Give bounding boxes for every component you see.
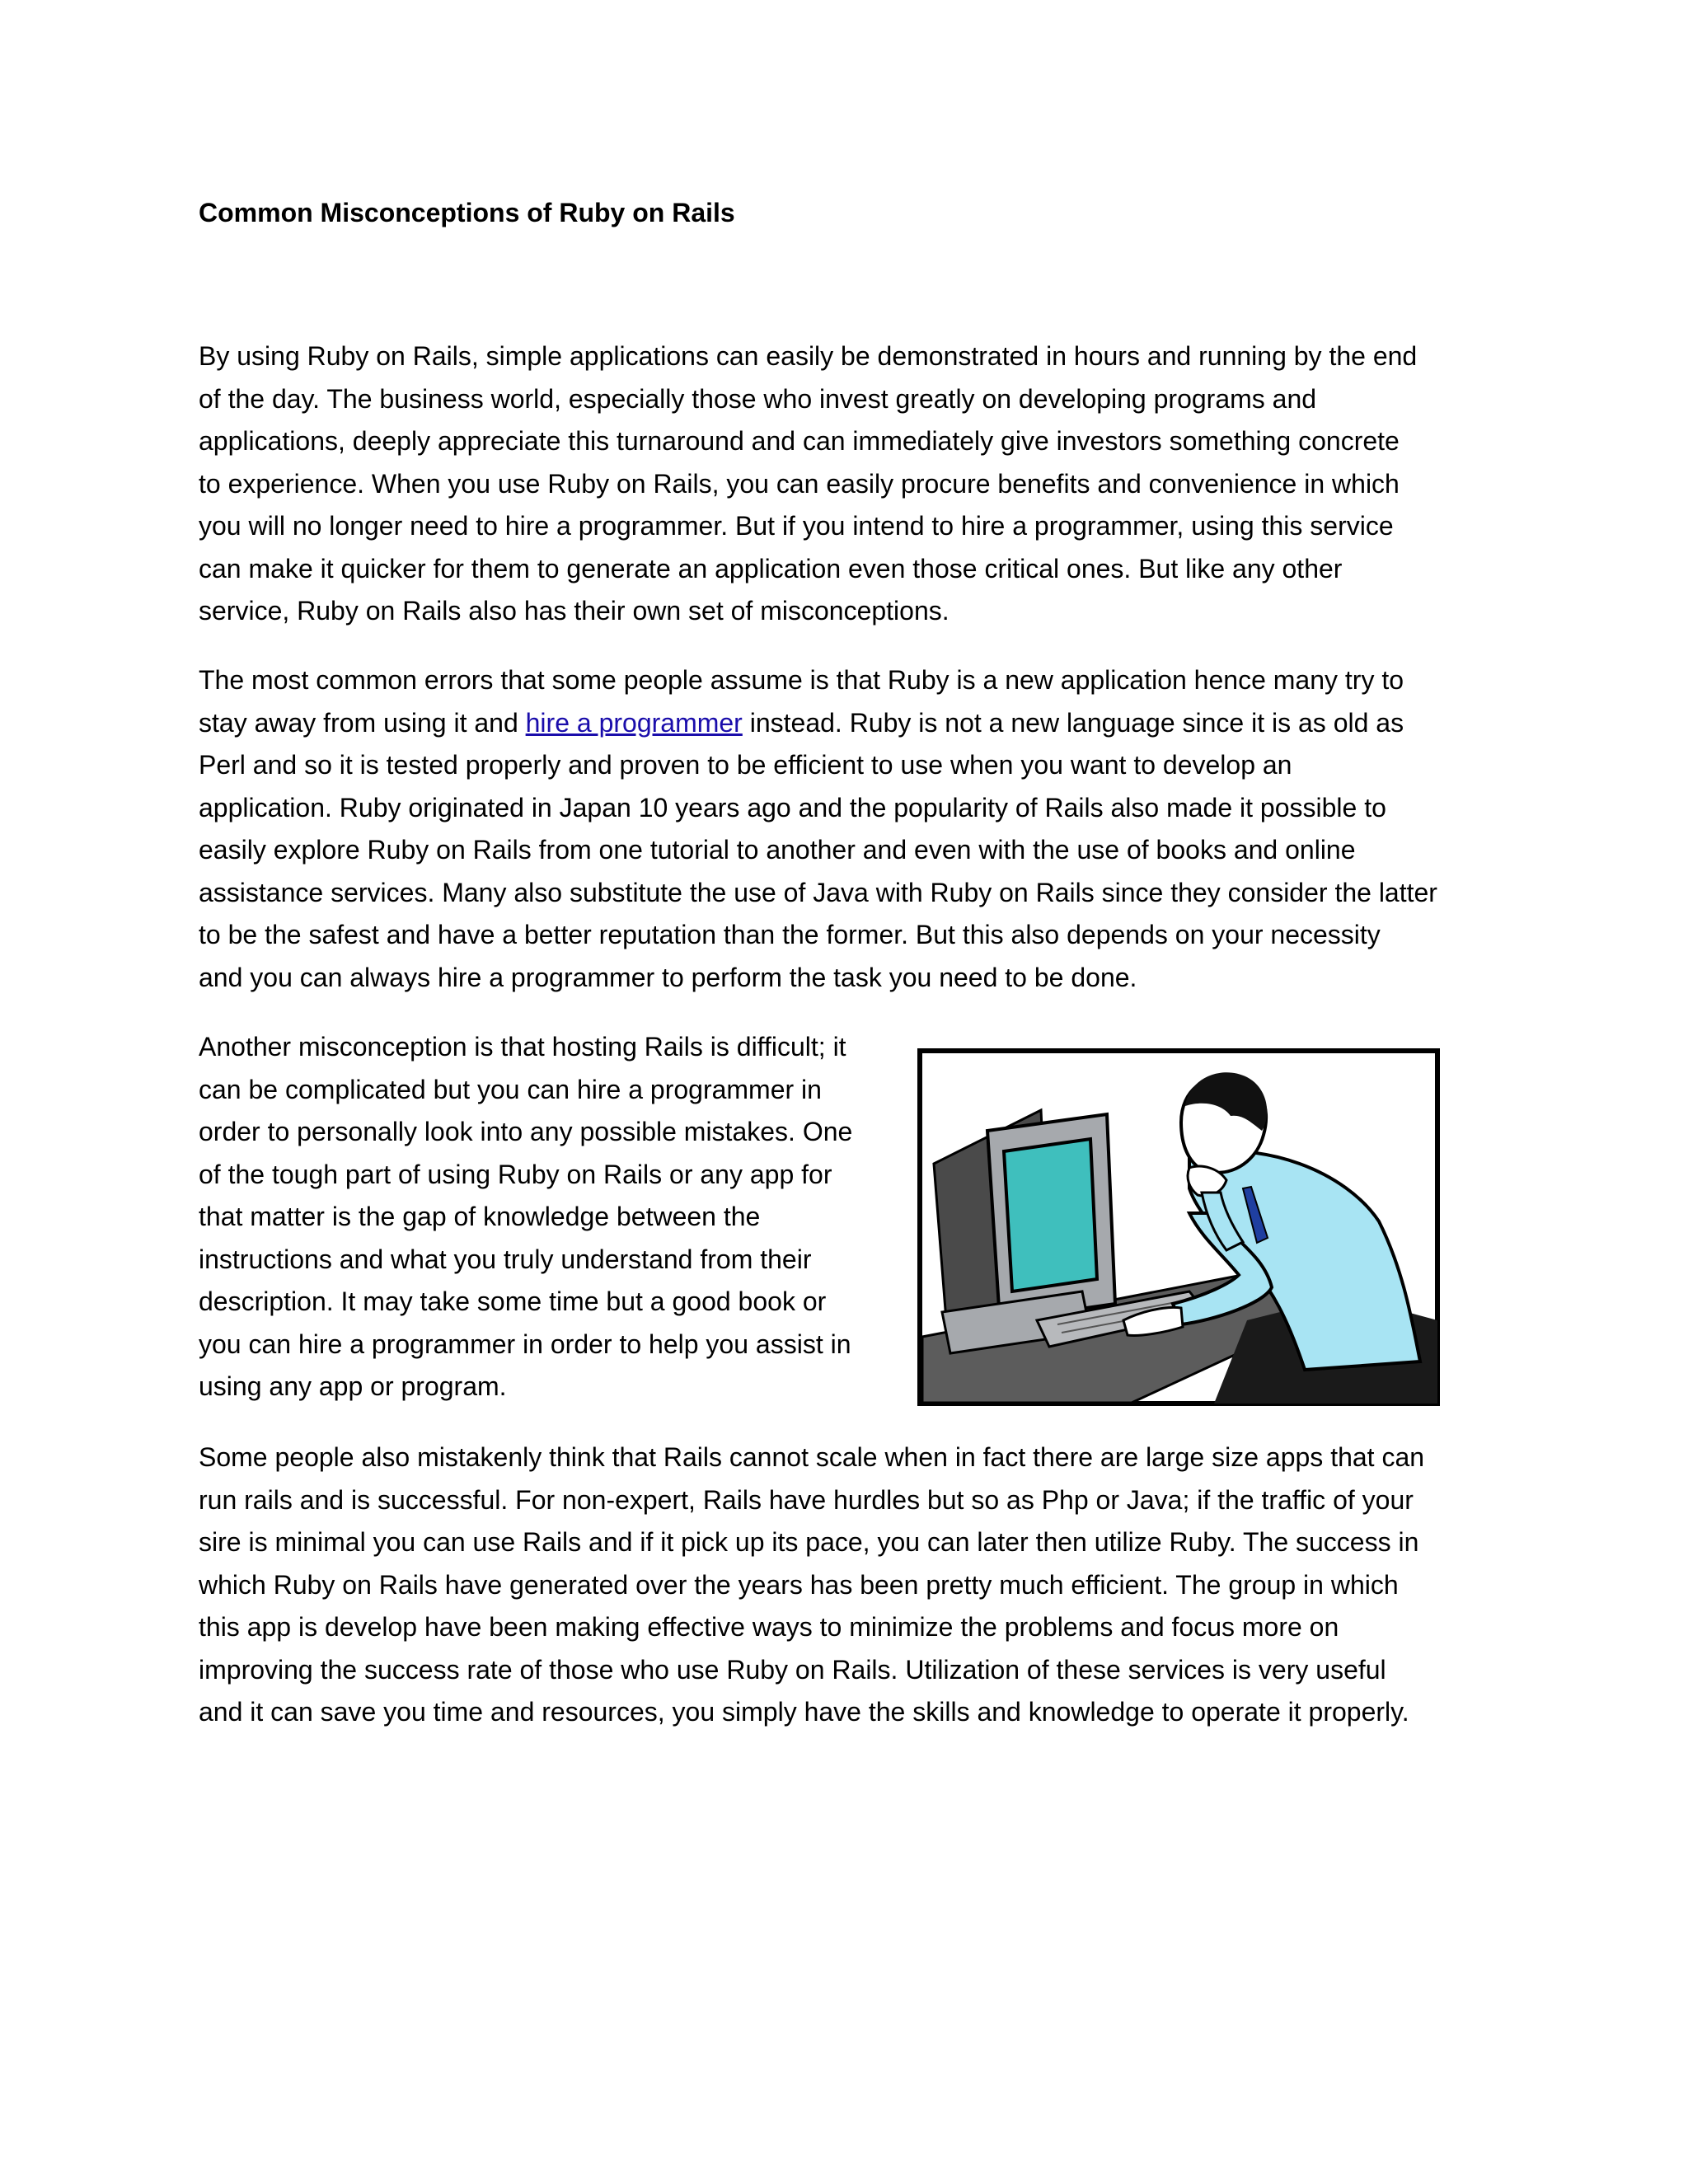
hire-a-programmer-link[interactable]: hire a programmer: [525, 707, 743, 738]
line-text-before-link: stay away from using it and: [199, 707, 526, 738]
paragraph-line: service, Ruby on Rails also has their own set of misconceptions.: [199, 596, 950, 626]
paragraph-line: application. Ruby originated in Japan 10 years ago and the popularity of Rails also made it possible to: [199, 792, 1386, 823]
paragraph-line: instructions and what you truly understand from their: [199, 1244, 812, 1274]
paragraph-line: you will no longer need to hire a programmer. But if you intend to hire a programmer, using this service: [199, 511, 1394, 541]
paragraph-scaling: [199, 1436, 1424, 1734]
paragraph-line: to be the safest and have a better reputation than the former. But this also depends on your necessity: [199, 920, 1381, 949]
paragraph-line: order to personally look into any possible mistakes. One: [199, 1117, 853, 1146]
paragraph-intro: [199, 335, 1417, 633]
paragraph-line: By using Ruby on Rails, simple applications can easily be demonstrated in hours and running by the end: [199, 341, 1418, 371]
paragraph-line: of the tough part of using Ruby on Rails or any app for: [199, 1159, 832, 1189]
line-text-after-link: instead. Ruby is not a new language since it is as old as: [742, 707, 1404, 738]
programmer-clipart-image: [917, 1048, 1440, 1406]
paragraph-line: and you can always hire a programmer to perform the task you need to be done.: [199, 962, 1137, 992]
paragraph-hosting: [199, 1026, 852, 1408]
paragraph-line: sire is minimal you can use Rails and if it pick up its pace, you can later then utilize Ruby. The success in: [199, 1527, 1419, 1557]
paragraph-line: Some people also mistakenly think that Rails cannot scale when in fact there are large size apps that can: [199, 1442, 1425, 1472]
paragraph-line: description. It may take some time but a good book or: [199, 1286, 827, 1316]
paragraph-line: can make it quicker for them to generate an application even those critical ones. But like any other: [199, 553, 1343, 583]
paragraph-line: Perl and so it is tested properly and proven to be efficient to use when you want to develop an: [199, 750, 1292, 780]
paragraph-line: that matter is the gap of knowledge between the: [199, 1202, 761, 1231]
paragraph-line: run rails and is successful. For non-expert, Rails have hurdles but so as Php or Java; if the traffic of your: [199, 1484, 1414, 1515]
paragraph-line: and it can save you time and resources, you simply have the skills and knowledge to operate it properly.: [199, 1697, 1409, 1727]
paragraph-line: applications, deeply appreciate this turnaround and can immediately give investors something concrete: [199, 426, 1400, 456]
paragraph-line: to experience. When you use Ruby on Rails, you can easily procure benefits and convenience in which: [199, 468, 1400, 499]
paragraph-line: this app is develop have been making effective ways to minimize the problems and focus more on: [199, 1612, 1339, 1642]
paragraph-line: using any app or program.: [199, 1371, 507, 1401]
paragraph-line-with-link: [199, 702, 1437, 745]
paragraph-line: Another misconception is that hosting Rails is difficult; it: [199, 1032, 846, 1062]
paragraph-common-errors: [199, 659, 1437, 999]
paragraph-line: which Ruby on Rails have generated over the years has been pretty much efficient. The group in which: [199, 1569, 1399, 1600]
document-title: Common Misconceptions of Ruby on Rails: [199, 198, 735, 227]
paragraph-line: of the day. The business world, especially those who invest greatly on developing programs and: [199, 383, 1317, 414]
paragraph-line: The most common errors that some people assume is that Ruby is a new application hence many try to: [199, 665, 1404, 695]
paragraph-line: improving the success rate of those who use Ruby on Rails. Utilization of these services is very useful: [199, 1654, 1386, 1685]
paragraph-line: can be complicated but you can hire a programmer in: [199, 1074, 822, 1104]
paragraph-line: easily explore Ruby on Rails from one tutorial to another and even with the use of books and online: [199, 835, 1356, 865]
paragraph-line: assistance services. Many also substitute the use of Java with Ruby on Rails since they consider the latter: [199, 877, 1437, 907]
paragraph-line: you can hire a programmer in order to help you assist in: [199, 1329, 851, 1359]
